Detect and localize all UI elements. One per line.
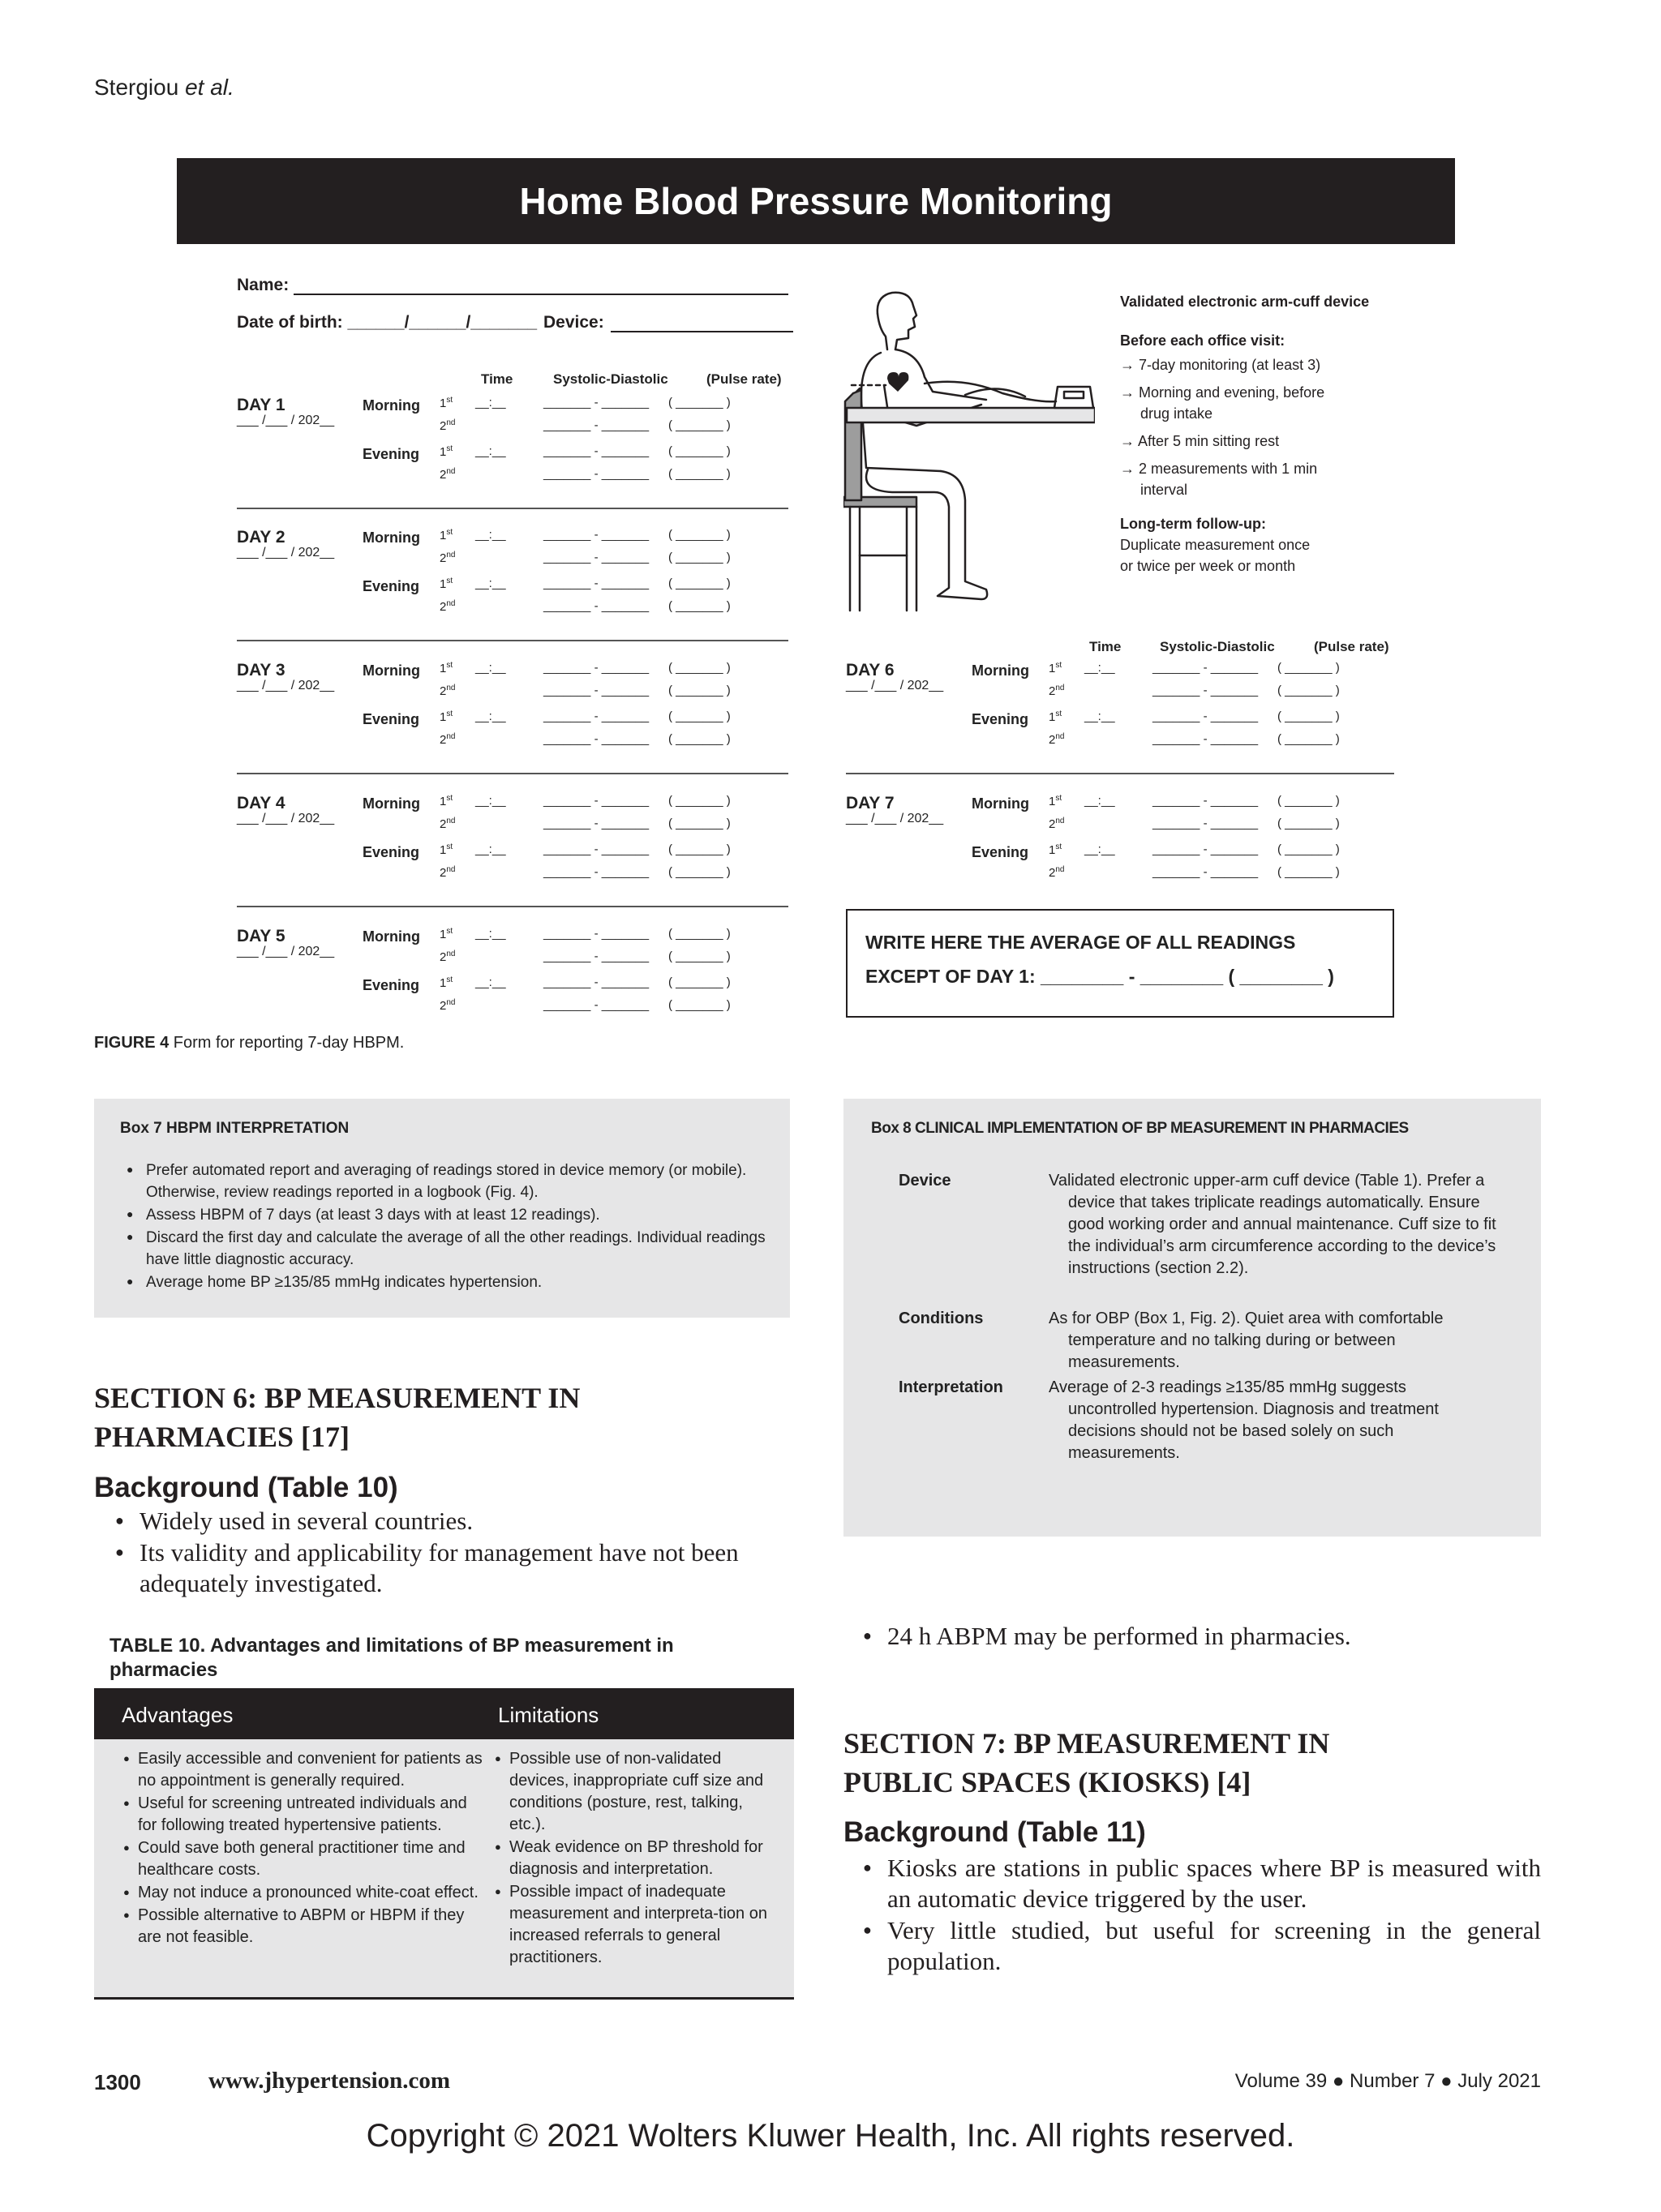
pulse-field[interactable]: ( _______ )	[1277, 709, 1340, 723]
list-item: ● Average home BP ≥135/85 mmHg indicates hypertension.	[120, 1271, 774, 1293]
sd-field[interactable]: _______ - _______	[543, 865, 650, 879]
time-field[interactable]: __:__	[475, 842, 506, 856]
box8-key: Interpretation	[899, 1378, 1003, 1396]
day-block	[846, 794, 1406, 915]
reading-ordinal: 2nd	[440, 865, 456, 880]
info-heading: Validated electronic arm-cuff device	[1120, 294, 1370, 310]
day-block	[846, 661, 1406, 782]
evening-label: Evening	[363, 578, 420, 594]
box7-title: Box 7 HBPM INTERPRETATION	[120, 1120, 350, 1137]
day-block	[237, 794, 796, 915]
table10-body	[94, 1739, 794, 2000]
evening-label: Evening	[972, 711, 1029, 727]
pulse-field[interactable]: ( _______ )	[668, 732, 731, 746]
pulse-field[interactable]: ( _______ )	[668, 865, 731, 879]
day-label: DAY 3	[237, 661, 285, 679]
sd-field[interactable]: _______ - _______	[543, 817, 650, 830]
date-blank: ___ /___ / 202__	[846, 812, 944, 825]
pulse-field[interactable]: ( _______ )	[668, 817, 731, 830]
morning-label: Morning	[972, 795, 1029, 812]
col-pulse-left: (Pulse rate)	[706, 371, 782, 387]
reading-ordinal: 1st	[1049, 842, 1062, 857]
list-item: ● Prefer automated report and averaging of readings stored in device memory (or mobile). Otherwise, review readings reported in a logbook (Fig. 4).	[120, 1159, 774, 1203]
date-blank: ___ /___ / 202__	[237, 546, 335, 559]
et-al: et al.	[185, 75, 234, 100]
pulse-field[interactable]: ( _______ )	[1277, 684, 1340, 697]
reading-ordinal: 2nd	[1049, 817, 1065, 831]
reading-ordinal: 1st	[1049, 709, 1062, 724]
day-label: DAY 4	[237, 794, 285, 812]
separator	[237, 640, 788, 641]
separator	[237, 906, 788, 907]
morning-label: Morning	[363, 529, 420, 546]
reading-ordinal: 2nd	[440, 599, 456, 614]
pulse-field[interactable]: ( _______ )	[668, 599, 731, 613]
reading-ordinal: 2nd	[440, 817, 456, 831]
separator	[237, 773, 788, 774]
pulse-field[interactable]: ( _______ )	[1277, 794, 1340, 808]
sd-field[interactable]: _______ - _______	[543, 998, 650, 1012]
pulse-field[interactable]: ( _______ )	[668, 709, 731, 723]
sd-field[interactable]: _______ - _______	[543, 709, 650, 723]
advantages-list	[120, 1747, 489, 1948]
sd-field[interactable]: _______ - _______	[543, 418, 650, 432]
time-field[interactable]: __:__	[1084, 661, 1115, 675]
sd-field[interactable]: _______ - _______	[543, 950, 650, 963]
pulse-field[interactable]: ( _______ )	[668, 467, 731, 481]
col-advantages: Advantages	[122, 1703, 234, 1727]
evening-label: Evening	[363, 977, 420, 993]
sd-field[interactable]: _______ - _______	[543, 794, 650, 808]
list-item: ● 24 h ABPM may be performed in pharmacies.	[852, 1620, 1549, 1652]
device-label: Device:	[543, 313, 793, 332]
time-field[interactable]: __:__	[475, 444, 506, 458]
day-block	[237, 661, 796, 782]
pulse-field[interactable]: ( _______ )	[668, 444, 731, 458]
page-number: 1300	[94, 2070, 141, 2094]
table-cell: ● Easily accessible and convenient for patients as no appointment is generally required.	[120, 1747, 489, 1792]
time-field[interactable]: __:__	[1084, 709, 1115, 723]
box7-list	[120, 1159, 774, 1293]
reading-ordinal: 1st	[440, 444, 453, 459]
name-label: Name:	[237, 276, 788, 295]
separator	[237, 508, 788, 509]
pulse-field[interactable]: ( _______ )	[1277, 661, 1340, 675]
section7-title: SECTION 7: BP MEASUREMENT IN PUBLIC SPACES (KIOSKS) [4]	[843, 1727, 1330, 1798]
figure-caption: FIGURE 4 Form for reporting 7-day HBPM.	[94, 1034, 405, 1052]
sd-field[interactable]: _______ - _______	[543, 577, 650, 590]
reading-ordinal: 1st	[440, 794, 453, 808]
pulse-field[interactable]: ( _______ )	[668, 551, 731, 564]
date-blank: ___ /___ / 202__	[237, 812, 335, 825]
reading-ordinal: 1st	[440, 661, 453, 675]
table-cell: ● Useful for screening untreated individuals and for following treated hypertensive patients.	[120, 1792, 489, 1837]
date-blank: ___ /___ / 202__	[237, 945, 335, 958]
sd-field[interactable]: _______ - _______	[1152, 842, 1259, 856]
sd-field[interactable]: _______ - _______	[543, 467, 650, 481]
sd-field[interactable]: _______ - _______	[543, 551, 650, 564]
separator	[846, 773, 1394, 774]
pulse-field[interactable]: ( _______ )	[668, 577, 731, 590]
sd-field[interactable]: _______ - _______	[543, 528, 650, 542]
reading-ordinal: 1st	[440, 577, 453, 591]
reading-ordinal: 1st	[440, 528, 453, 542]
table-cell: ● Possible impact of inadequate measurement and interpreta-tion on increased referrals to general practitioners.	[491, 1880, 767, 1969]
sd-field[interactable]: _______ - _______	[543, 732, 650, 746]
date-blank: ___ /___ / 202__	[237, 679, 335, 692]
pulse-field[interactable]: ( _______ )	[668, 842, 731, 856]
time-field[interactable]: __:__	[475, 661, 506, 675]
pulse-field[interactable]: ( _______ )	[1277, 865, 1340, 879]
reading-ordinal: 2nd	[440, 551, 456, 565]
sd-field[interactable]: _______ - _______	[543, 975, 650, 989]
col-limitations: Limitations	[498, 1703, 599, 1727]
sd-field[interactable]: _______ - _______	[543, 842, 650, 856]
section7-list	[852, 1852, 1541, 1977]
table-cell: ● Possible use of non-validated devices, inappropriate cuff size and conditions (posture, rest, talking, etc.).	[491, 1747, 767, 1836]
sd-field[interactable]: _______ - _______	[543, 599, 650, 613]
time-field[interactable]: __:__	[475, 528, 506, 542]
morning-label: Morning	[363, 928, 420, 945]
section6-background: Background (Table 10)	[94, 1472, 398, 1503]
info-item: → After 5 min sitting rest	[1120, 433, 1280, 449]
volume-info: Volume 39 ● Number 7 ● July 2021	[1234, 2070, 1541, 2092]
time-field[interactable]: __:__	[475, 975, 506, 989]
reading-ordinal: 2nd	[1049, 865, 1065, 880]
reading-ordinal: 1st	[440, 396, 453, 410]
copyright-notice: Copyright © 2021 Wolters Kluwer Health, Inc. All rights reserved.	[366, 2118, 1295, 2154]
reading-ordinal: 2nd	[1049, 684, 1065, 698]
section6-title: SECTION 6: BP MEASUREMENT IN PHARMACIES [17]	[94, 1382, 581, 1453]
reading-ordinal: 1st	[1049, 794, 1062, 808]
reading-ordinal: 1st	[440, 709, 453, 724]
pulse-field[interactable]: ( _______ )	[668, 528, 731, 542]
table-cell: ● Could save both general practitioner time and healthcare costs.	[120, 1837, 489, 1881]
morning-label: Morning	[363, 397, 420, 414]
reading-ordinal: 2nd	[440, 732, 456, 747]
time-field[interactable]: __:__	[475, 794, 506, 808]
box8-key: Device	[899, 1172, 951, 1190]
time-field[interactable]: __:__	[475, 396, 506, 409]
box7	[94, 1099, 790, 1318]
form-banner	[177, 158, 1455, 244]
evening-label: Evening	[363, 711, 420, 727]
sd-field[interactable]: _______ - _______	[1152, 661, 1259, 675]
before-visit-label: Before each office visit:	[1120, 332, 1285, 349]
sd-field[interactable]: _______ - _______	[543, 661, 650, 675]
sd-field[interactable]: _______ - _______	[1152, 865, 1259, 879]
morning-label: Morning	[972, 662, 1029, 679]
info-item: → Morning and evening, before	[1120, 384, 1325, 401]
pulse-field[interactable]: ( _______ )	[668, 975, 731, 989]
sd-field[interactable]: _______ - _______	[1152, 732, 1259, 746]
day-block	[237, 528, 796, 649]
sd-field[interactable]: _______ - _______	[1152, 709, 1259, 723]
pulse-field[interactable]: ( _______ )	[668, 950, 731, 963]
list-item: ● Discard the first day and calculate the average of all the other readings. Individual readings have little diagnostic accuracy.	[120, 1226, 774, 1271]
form-title: Home Blood Pressure Monitoring	[519, 180, 1113, 222]
reading-ordinal: 2nd	[440, 418, 456, 433]
col-pulse-right: (Pulse rate)	[1314, 639, 1389, 654]
limitations-list	[491, 1747, 767, 1969]
reading-ordinal: 1st	[440, 842, 453, 857]
day-block	[237, 396, 796, 517]
reading-ordinal: 2nd	[440, 684, 456, 698]
seated-patient-illustration	[843, 288, 1095, 612]
info-item-cont: interval	[1140, 482, 1188, 498]
info-item-cont: drug intake	[1140, 405, 1213, 422]
evening-label: Evening	[363, 446, 420, 462]
section6-list	[104, 1505, 801, 1599]
pulse-field[interactable]: ( _______ )	[668, 927, 731, 941]
journal-url: www.jhypertension.com	[208, 2068, 451, 2094]
box8-value: Average of 2-3 readings ≥135/85 mmHg suggests uncontrolled hypertension. Diagnosis and treatment decisions should not be based solely on such measurements.	[1049, 1378, 1439, 1462]
col-time-right: Time	[1089, 639, 1122, 654]
evening-label: Evening	[363, 844, 420, 860]
info-item: → 2 measurements with 1 min	[1120, 461, 1318, 477]
pulse-field[interactable]: ( _______ )	[668, 661, 731, 675]
box8	[843, 1099, 1541, 1537]
col-sd-right: Systolic-Diastolic	[1160, 639, 1275, 654]
pulse-field[interactable]: ( _______ )	[668, 794, 731, 808]
abpm-list	[852, 1620, 1549, 1652]
day-label: DAY 6	[846, 661, 895, 679]
date-blank: ___ /___ / 202__	[237, 414, 335, 427]
sd-field[interactable]: _______ - _______	[543, 444, 650, 458]
sd-field[interactable]: _______ - _______	[543, 927, 650, 941]
col-time-left: Time	[481, 371, 513, 387]
pulse-field[interactable]: ( _______ )	[1277, 817, 1340, 830]
sd-field[interactable]: _______ - _______	[1152, 794, 1259, 808]
pulse-field[interactable]: ( _______ )	[1277, 732, 1340, 746]
morning-label: Morning	[363, 795, 420, 812]
pulse-field[interactable]: ( _______ )	[668, 998, 731, 1012]
reading-ordinal: 1st	[1049, 661, 1062, 675]
table10-caption: TABLE 10. Advantages and limitations of BP measurement in pharmacies	[109, 1635, 674, 1681]
section7-background: Background (Table 11)	[843, 1816, 1146, 1848]
info-item: → 7-day monitoring (at least 3)	[1120, 357, 1321, 373]
pulse-field[interactable]: ( _______ )	[668, 418, 731, 432]
list-item: ● Kiosks are stations in public spaces where BP is measured with an automatic device triggered by the user.	[852, 1852, 1541, 1914]
author-name: Stergiou	[94, 75, 179, 100]
table-cell: ● Possible alternative to ABPM or HBPM if they are not feasible.	[120, 1904, 489, 1948]
sd-field[interactable]: _______ - _______	[543, 396, 650, 409]
day-label: DAY 7	[846, 794, 895, 812]
reading-ordinal: 1st	[440, 927, 453, 941]
table10-header	[94, 1688, 794, 1739]
reading-ordinal: 2nd	[440, 467, 456, 482]
list-item: ● Its validity and applicability for management have not been adequately investigated.	[104, 1537, 801, 1599]
longterm-text: or twice per week or month	[1120, 558, 1296, 574]
reading-ordinal: 2nd	[440, 998, 456, 1013]
longterm-label: Long-term follow-up:	[1120, 516, 1266, 532]
pulse-field[interactable]: ( _______ )	[668, 684, 731, 697]
time-field[interactable]: __:__	[475, 709, 506, 723]
pulse-field[interactable]: ( _______ )	[1277, 842, 1340, 856]
day-label: DAY 2	[237, 528, 285, 547]
box8-value: As for OBP (Box 1, Fig. 2). Quiet area with comfortable temperature and no talking during or between measurements.	[1049, 1310, 1444, 1371]
col-sd-left: Systolic-Diastolic	[553, 371, 668, 387]
day-block	[237, 927, 796, 1048]
date-blank: ___ /___ / 202__	[846, 679, 944, 692]
average-box	[846, 909, 1394, 1018]
running-header	[94, 75, 234, 101]
reading-ordinal: 2nd	[1049, 732, 1065, 747]
morning-label: Morning	[363, 662, 420, 679]
sd-field[interactable]: _______ - _______	[1152, 817, 1259, 830]
average-line1: WRITE HERE THE AVERAGE OF ALL READINGS	[865, 932, 1296, 953]
evening-label: Evening	[972, 844, 1029, 860]
box8-key: Conditions	[899, 1310, 984, 1327]
average-line2: EXCEPT OF DAY 1: ________ - ________ ( ________ )	[865, 966, 1334, 987]
reading-ordinal: 2nd	[440, 950, 456, 964]
table-cell: ● Weak evidence on BP threshold for diagnosis and interpretation.	[491, 1836, 767, 1880]
pulse-field[interactable]: ( _______ )	[668, 396, 731, 409]
time-field[interactable]: __:__	[1084, 794, 1115, 808]
time-field[interactable]: __:__	[475, 927, 506, 941]
day-label: DAY 5	[237, 927, 285, 945]
longterm-text: Duplicate measurement once	[1120, 537, 1311, 553]
sd-field[interactable]: _______ - _______	[543, 684, 650, 697]
list-item: ● Widely used in several countries.	[104, 1505, 801, 1537]
day-label: DAY 1	[237, 396, 285, 414]
table-cell: ● May not induce a pronounced white-coat effect.	[120, 1881, 489, 1904]
sd-field[interactable]: _______ - _______	[1152, 684, 1259, 697]
dob-label: Date of birth: ______/______/_______	[237, 313, 538, 332]
box8-title: Box 8 CLINICAL IMPLEMENTATION OF BP MEASUREMENT IN PHARMACIES	[871, 1120, 1409, 1137]
box8-value: Validated electronic upper-arm cuff device (Table 1). Prefer a device that takes triplicate readings automatically. Ensure good working order and annual maintenance. Cuff size to fit the individual’s arm circumference according to the device’s instructions (section 2.2).	[1049, 1172, 1496, 1277]
reading-ordinal: 1st	[440, 975, 453, 990]
list-item: ● Assess HBPM of 7 days (at least 3 days with at least 12 readings).	[120, 1203, 774, 1226]
list-item: ● Very little studied, but useful for screening in the general population.	[852, 1914, 1541, 1977]
time-field[interactable]: __:__	[475, 577, 506, 590]
time-field[interactable]: __:__	[1084, 842, 1115, 856]
